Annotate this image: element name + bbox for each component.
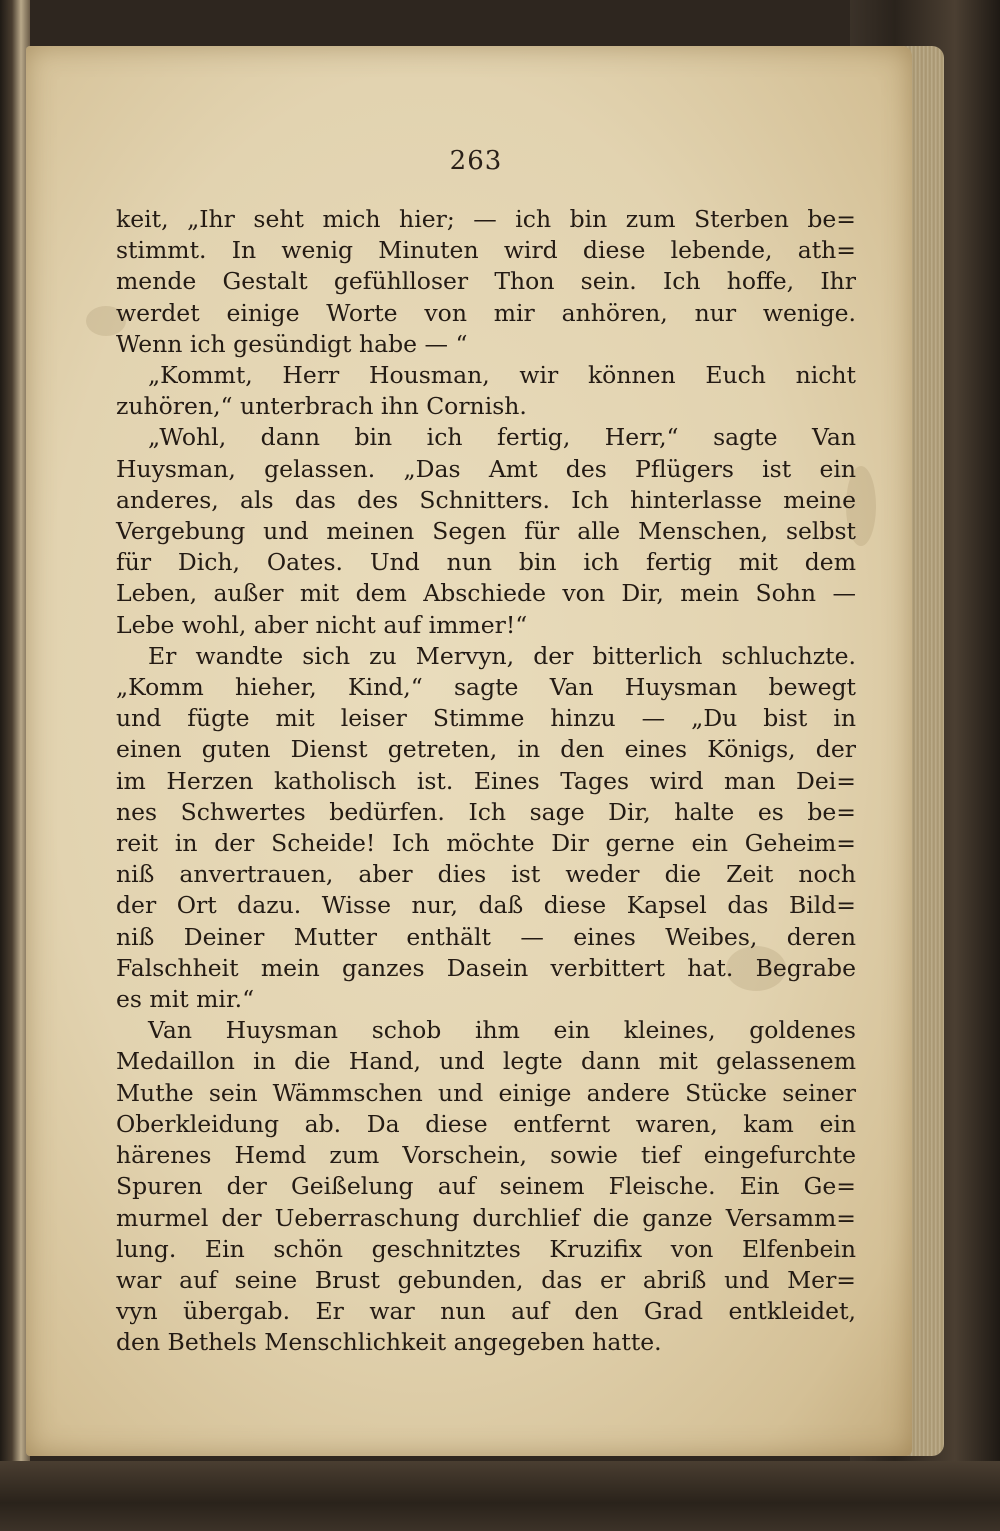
text-line: werdet einige Worte von mir anhören, nur wenige. [116, 298, 856, 327]
text-line: murmel der Ueberraschung durchlief die ganze Versamm= [116, 1203, 856, 1232]
book-page [26, 46, 912, 1456]
text-line: stimmt. In wenig Minuten wird diese lebende, ath= [116, 236, 856, 265]
book-cover-bottom [0, 1461, 1000, 1531]
text-line: „Kommt, Herr Housman, wir können Euch nicht [148, 361, 856, 390]
text-line: war auf seine Brust gebunden, das er abriß und Mer= [116, 1265, 856, 1294]
text-line: vyn übergab. Er war nun auf den Grad entkleidet, [116, 1297, 856, 1326]
text-line: für Dich, Oates. Und nun bin ich fertig mit dem [116, 548, 856, 577]
text-line: keit, „Ihr seht mich hier; — ich bin zum Sterben be= [116, 205, 856, 233]
text-line: anderes, als das des Schnitters. Ich hinterlasse meine [116, 485, 856, 514]
text-line: einen guten Dienst getreten, in den eines Königs, der [116, 735, 856, 764]
body-text [116, 204, 856, 1359]
text-line: zuhören,“ unterbrach ihn Cornish. [116, 392, 527, 421]
text-line: es mit mir.“ [116, 985, 255, 1014]
text-line: Leben, außer mit dem Abschiede von Dir, mein Sohn — [116, 579, 856, 608]
text-line: „Komm hieher, Kind,“ sagte Van Huysman bewegt [116, 673, 856, 702]
text-line: der Ort dazu. Wisse nur, daß diese Kapsel das Bild= [116, 891, 856, 920]
text-line: niß anvertrauen, aber dies ist weder die Zeit noch [116, 860, 856, 889]
text-line: Falschheit mein ganzes Dasein verbittert hat. Begrabe [116, 953, 856, 982]
page-number: 263 [449, 146, 503, 176]
text-line: „Wohl, dann bin ich fertig, Herr,“ sagte Van [148, 423, 856, 452]
text-line: und fügte mit leiser Stimme hinzu — „Du bist in [116, 704, 856, 733]
text-line: lung. Ein schön geschnitztes Kruzifix von Elfenbein [116, 1234, 856, 1263]
text-line: Oberkleidung ab. Da diese entfernt waren, kam ein [116, 1109, 856, 1138]
text-line: Van Huysman schob ihm ein kleines, goldenes [148, 1016, 856, 1045]
text-line: nes Schwertes bedürfen. Ich sage Dir, halte es be= [116, 797, 856, 826]
text-line: Vergebung und meinen Segen für alle Menschen, selbst [116, 517, 856, 546]
text-line: niß Deiner Mutter enthält — eines Weibes, deren [116, 922, 856, 951]
text-line: Medaillon in die Hand, und legte dann mit gelassenem [116, 1047, 856, 1076]
text-line: Muthe sein Wämmschen und einige andere Stücke seiner [116, 1078, 856, 1107]
text-line: Wenn ich gesündigt habe — “ [116, 329, 468, 358]
text-line: Spuren der Geißelung auf seinem Fleische. Ein Ge= [116, 1172, 856, 1201]
text-line: reit in der Scheide! Ich möchte Dir gerne ein Geheim= [116, 829, 856, 858]
text-line: Huysman, gelassen. „Das Amt des Pflügers ist ein [116, 454, 856, 483]
text-line: im Herzen katholisch ist. Eines Tages wird man Dei= [116, 766, 856, 795]
text-line: Er wandte sich zu Mervyn, der bitterlich schluchzte. [148, 641, 856, 670]
text-line: härenes Hemd zum Vorschein, sowie tief eingefurchte [116, 1141, 856, 1170]
text-line: den Bethels Menschlichkeit angegeben hatte. [116, 1328, 662, 1357]
text-line: mende Gestalt gefühlloser Thon sein. Ich hoffe, Ihr [116, 267, 856, 296]
text-line: Lebe wohl, aber nicht auf immer!“ [116, 610, 528, 639]
